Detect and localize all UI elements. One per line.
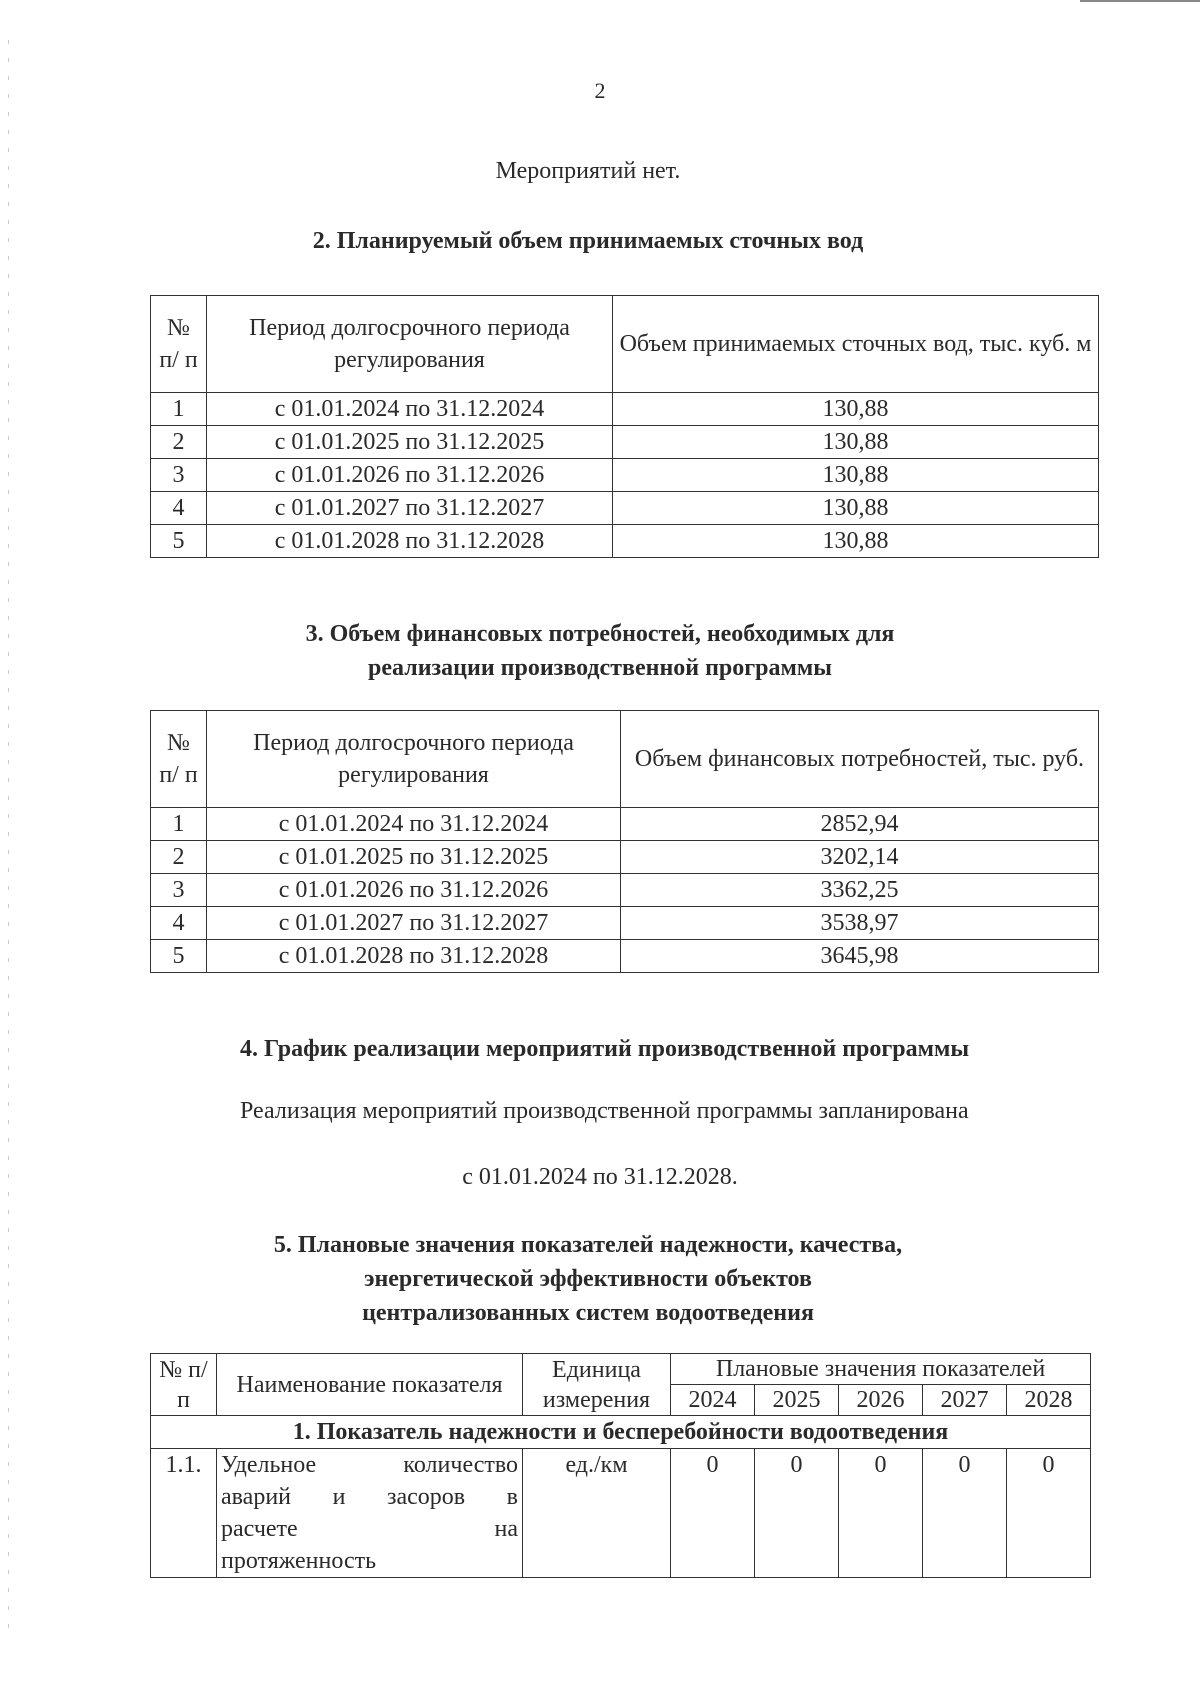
- page-number: 2: [594, 78, 606, 103]
- cell-num: 4: [151, 907, 207, 940]
- col-header-volume: Объем принимаемых сточных вод, тыс. куб. м: [613, 296, 1099, 393]
- cell-value: 130,88: [613, 393, 1099, 426]
- section3-table: [150, 710, 1099, 973]
- cell-num: 1: [151, 808, 207, 841]
- section5-table: [150, 1353, 1091, 1578]
- group-title: 1. Показатель надежности и бесперебойности водоотведения: [151, 1416, 1091, 1449]
- cell-period: с 01.01.2026 по 31.12.2026: [207, 459, 613, 492]
- table-header-row: [151, 296, 1099, 393]
- col-header-num: № п/ п: [151, 296, 207, 393]
- cell-period: с 01.01.2027 по 31.12.2027: [207, 492, 613, 525]
- cell-period: с 01.01.2025 по 31.12.2025: [207, 841, 621, 874]
- col-header-num: № п/п: [151, 1354, 217, 1416]
- cell-period: с 01.01.2028 по 31.12.2028: [207, 525, 613, 558]
- table-row: [151, 459, 1099, 492]
- col-header-period: Период долгосрочного периода регулирования: [207, 296, 613, 393]
- section3-title-line1: 3. Объем финансовых потребностей, необходимых для: [305, 621, 895, 647]
- cell-num: 4: [151, 492, 207, 525]
- cell-value: 2852,94: [621, 808, 1099, 841]
- section5-title-line2: энергетической эффективности объектов: [364, 1266, 812, 1292]
- indicator-name-line: протяженность: [221, 1548, 377, 1574]
- cell-period: с 01.01.2025 по 31.12.2025: [207, 426, 613, 459]
- cell-num: 1: [151, 393, 207, 426]
- cell-value: 130,88: [613, 459, 1099, 492]
- cell-value-2024: 0: [671, 1449, 755, 1578]
- table-row: [151, 492, 1099, 525]
- col-header-financial-needs: Объем финансовых потребностей, тыс. руб.: [621, 711, 1099, 808]
- no-measures-text: Мероприятий нет.: [495, 158, 681, 184]
- cell-num: 1.1.: [151, 1449, 217, 1578]
- cell-period: с 01.01.2024 по 31.12.2024: [207, 393, 613, 426]
- section4-text-line2: с 01.01.2024 по 31.12.2028.: [462, 1164, 738, 1190]
- col-header-year: 2027: [923, 1385, 1007, 1416]
- scan-edge-mark: [1080, 0, 1200, 2]
- table-row: [151, 841, 1099, 874]
- table-row: [151, 1449, 1091, 1578]
- table-header-row: [151, 711, 1099, 808]
- table-row: [151, 874, 1099, 907]
- cell-value: 3362,25: [621, 874, 1099, 907]
- indicator-name-line: аварий и засоров в: [221, 1484, 518, 1510]
- table-header-row: [151, 1354, 1091, 1385]
- col-header-num: № п/ п: [151, 711, 207, 808]
- table-row: [151, 907, 1099, 940]
- section4-title: 4. График реализации мероприятий производственной программы: [240, 1036, 970, 1062]
- cell-num: 5: [151, 940, 207, 973]
- col-header-period: Период долгосрочного периода регулирования: [207, 711, 621, 808]
- cell-value: 130,88: [613, 525, 1099, 558]
- section5-title-line3: централизованных систем водоотведения: [362, 1300, 814, 1326]
- section3-title-line2: реализации производственной программы: [368, 655, 832, 681]
- cell-value-2026: 0: [839, 1449, 923, 1578]
- cell-value: 130,88: [613, 426, 1099, 459]
- col-header-year: 2026: [839, 1385, 923, 1416]
- cell-period: с 01.01.2028 по 31.12.2028: [207, 940, 621, 973]
- table-row: [151, 525, 1099, 558]
- cell-num: 5: [151, 525, 207, 558]
- cell-value: 3538,97: [621, 907, 1099, 940]
- cell-value-2025: 0: [755, 1449, 839, 1578]
- table-row: [151, 393, 1099, 426]
- section2-title: 2. Планируемый объем принимаемых сточных вод: [312, 228, 864, 254]
- indicator-name-line: расчете на: [221, 1516, 518, 1542]
- table-row: [151, 808, 1099, 841]
- table-group-row: [151, 1416, 1091, 1449]
- cell-num: 2: [151, 426, 207, 459]
- section5-title-line1: 5. Плановые значения показателей надежности, качества,: [273, 1232, 903, 1258]
- cell-period: с 01.01.2026 по 31.12.2026: [207, 874, 621, 907]
- section4-text-line1: Реализация мероприятий производственной программы запланирована: [240, 1098, 969, 1124]
- section2-table: [150, 295, 1099, 558]
- col-header-year: 2024: [671, 1385, 755, 1416]
- table-row: [151, 426, 1099, 459]
- col-header-year: 2025: [755, 1385, 839, 1416]
- col-header-planned-values: Плановые значения показателей: [671, 1354, 1091, 1385]
- cell-unit: ед./км: [523, 1449, 671, 1578]
- col-header-year: 2028: [1007, 1385, 1091, 1416]
- cell-indicator-name: [217, 1449, 523, 1578]
- cell-num: 3: [151, 874, 207, 907]
- indicator-name-line: Удельное количество: [221, 1452, 518, 1478]
- cell-value-2028: 0: [1007, 1449, 1091, 1578]
- cell-value: 3645,98: [621, 940, 1099, 973]
- table-row: [151, 940, 1099, 973]
- cell-period: с 01.01.2024 по 31.12.2024: [207, 808, 621, 841]
- cell-num: 3: [151, 459, 207, 492]
- cell-value: 3202,14: [621, 841, 1099, 874]
- col-header-indicator-name: Наименование показателя: [217, 1354, 523, 1416]
- col-header-unit: Единица измерения: [523, 1354, 671, 1416]
- cell-value-2027: 0: [923, 1449, 1007, 1578]
- scan-left-edge: [8, 40, 9, 1640]
- cell-num: 2: [151, 841, 207, 874]
- cell-period: с 01.01.2027 по 31.12.2027: [207, 907, 621, 940]
- cell-value: 130,88: [613, 492, 1099, 525]
